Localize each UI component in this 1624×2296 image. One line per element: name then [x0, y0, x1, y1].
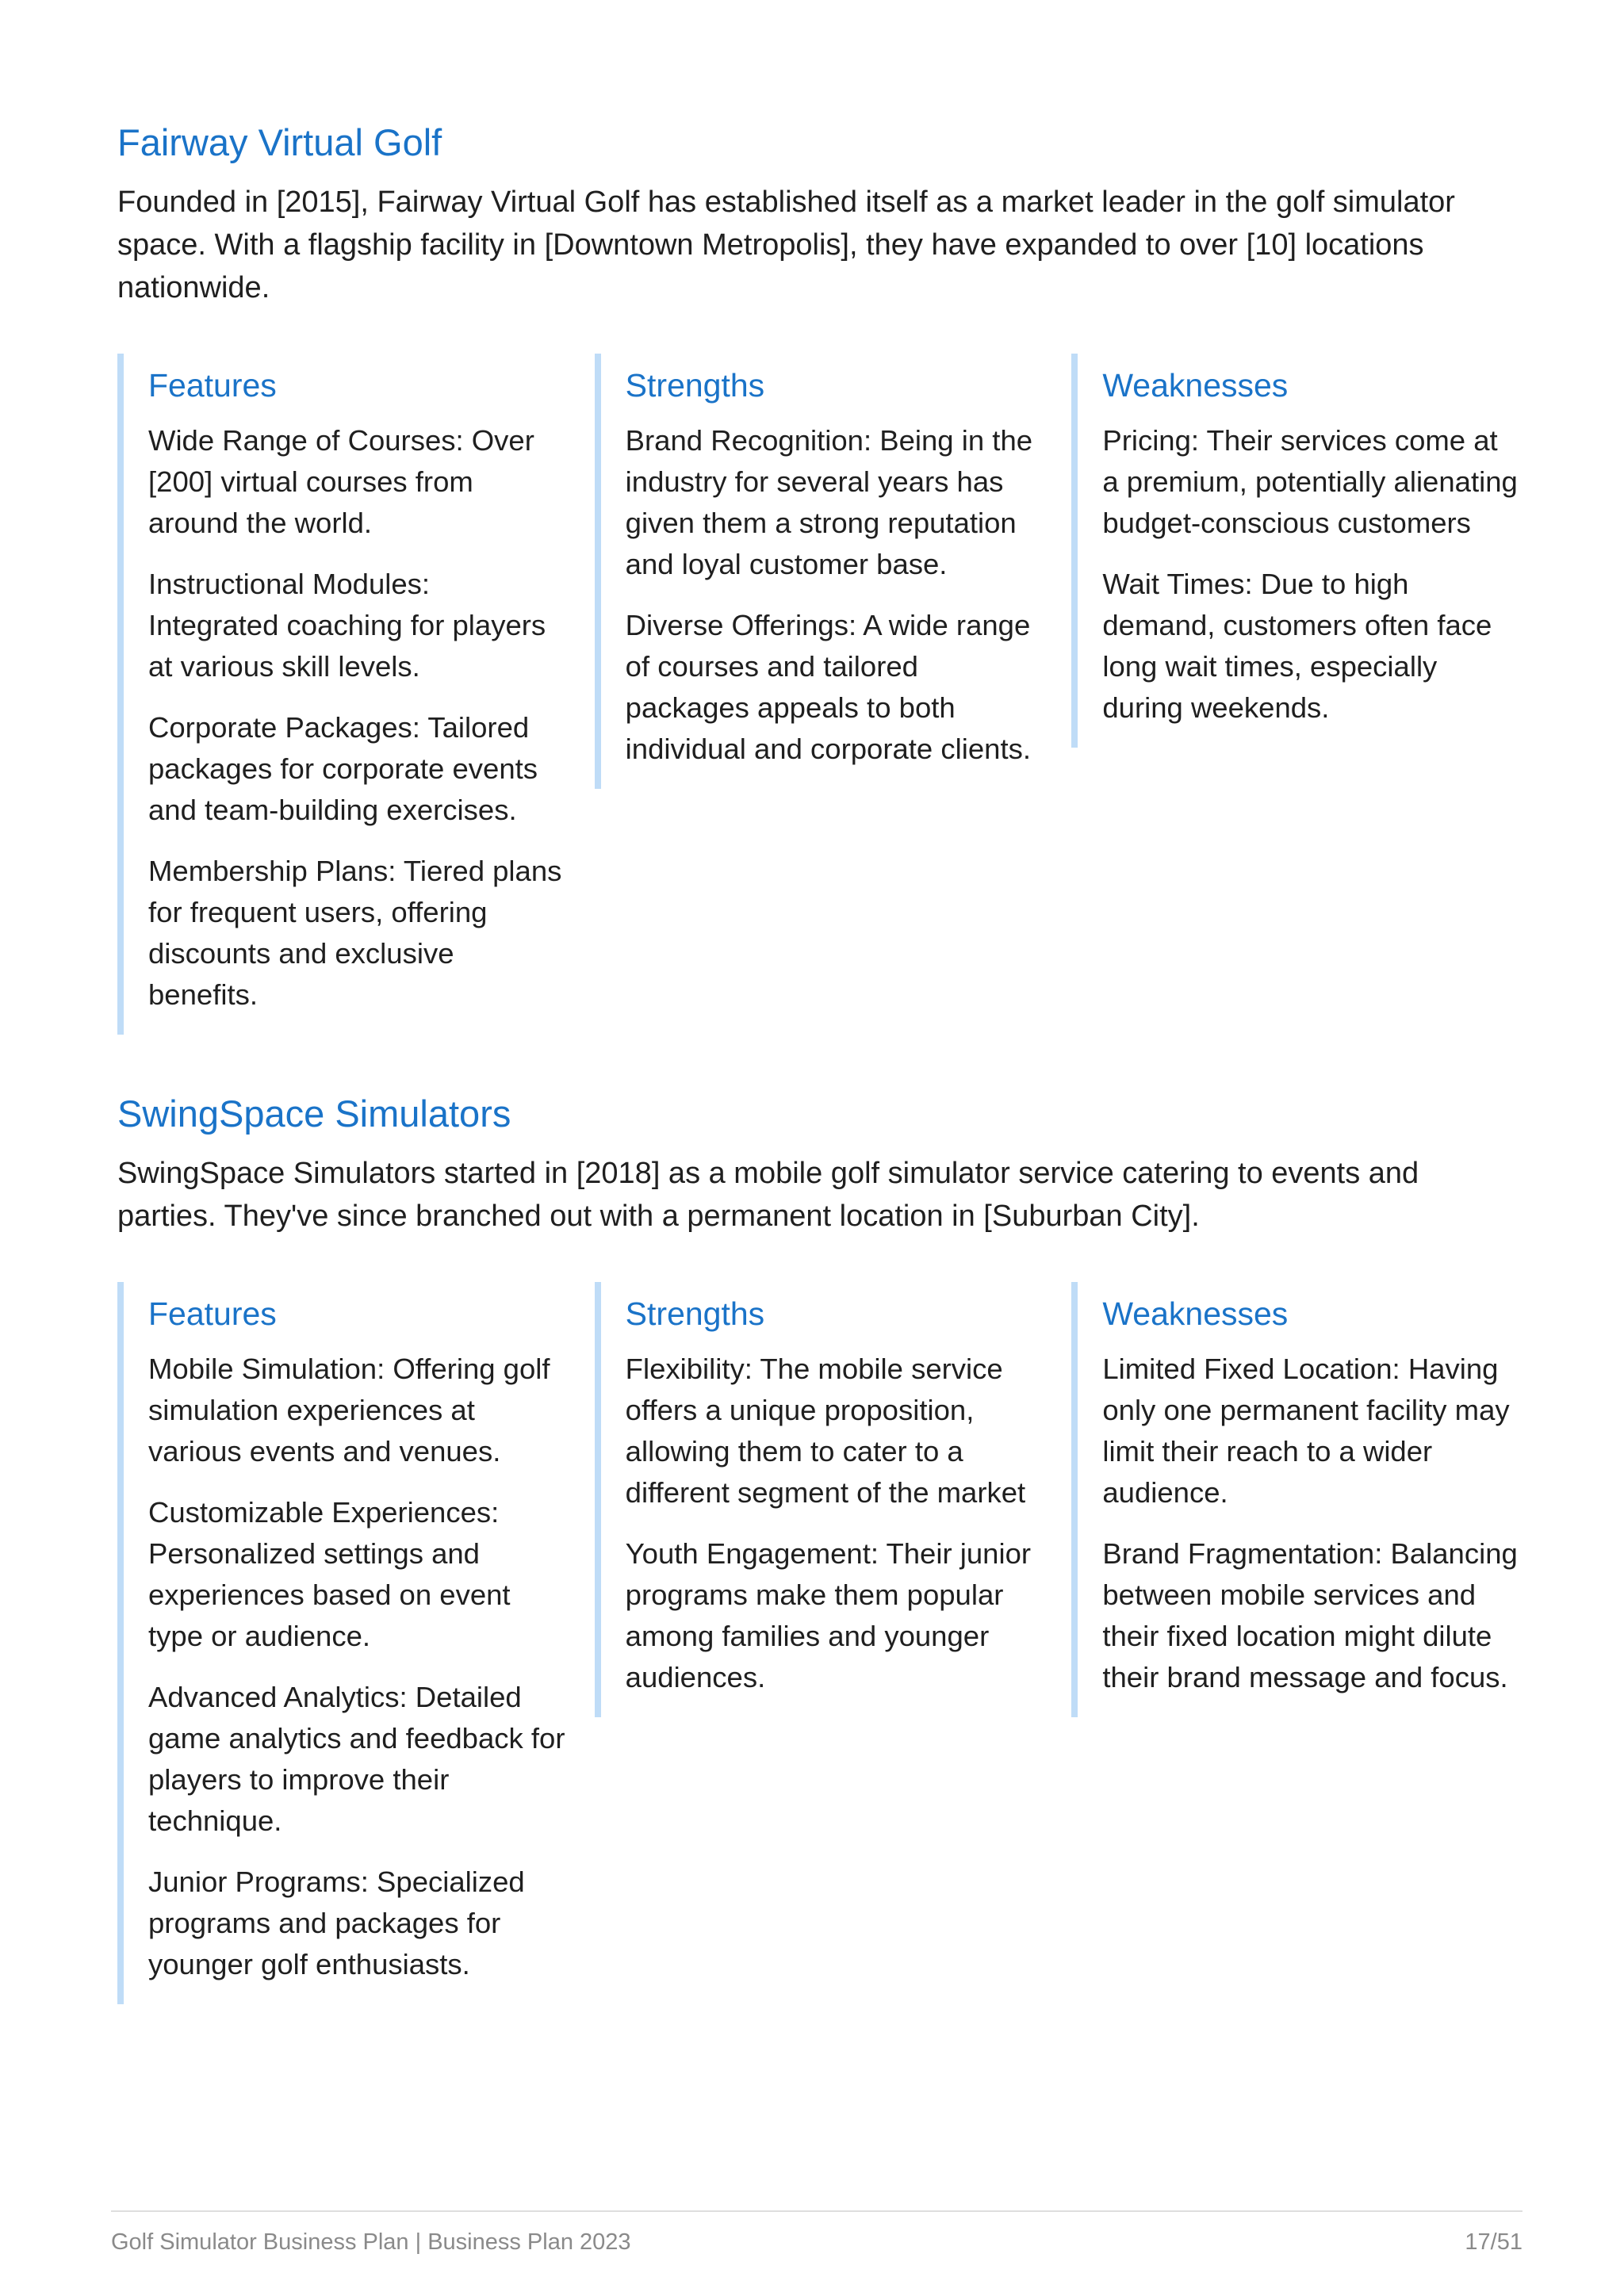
footer-divider	[111, 2210, 1522, 2212]
features-heading: Features	[148, 1295, 277, 1332]
feature-item: Advanced Analytics: Detailed game analytics and feedback for players to improve their technique.	[148, 1681, 565, 1837]
feature-item: Corporate Packages: Tailored packages for corporate events and team-building exercises.	[148, 711, 538, 826]
analysis-columns	[117, 1282, 1521, 2004]
feature-item: Mobile Simulation: Offering golf simulation experiences at various events and venues.	[148, 1353, 550, 1468]
strength-item: Youth Engagement: Their junior programs make them popular among families and younger audiences.	[625, 1537, 1032, 1693]
feature-item: Instructional Modules: Integrated coaching for players at various skill levels.	[148, 568, 546, 683]
weakness-item: Wait Times: Due to high demand, customers often face long wait times, especially during weekends.	[1102, 568, 1492, 724]
footer-page-number: 17/51	[1465, 2229, 1522, 2255]
strengths-column	[595, 1282, 1044, 1717]
weaknesses-heading: Weaknesses	[1102, 367, 1289, 404]
feature-item: Junior Programs: Specialized programs and packages for younger golf enthusiasts.	[148, 1866, 525, 1980]
weaknesses-column	[1071, 354, 1521, 748]
competitor-name: Fairway Virtual Golf	[117, 121, 442, 163]
features-column	[117, 354, 567, 1035]
features-heading: Features	[148, 367, 277, 404]
feature-item: Wide Range of Courses: Over [200] virtual courses from around the world.	[148, 424, 534, 539]
competitor-intro: SwingSpace Simulators started in [2018] as a mobile golf simulator service catering to events and parties. They've since branched out with a permanent location in [Suburban City].	[117, 1157, 1419, 1233]
feature-item: Customizable Experiences: Personalized settings and experiences based on event type or audience.	[148, 1496, 511, 1652]
competitor-name: SwingSpace Simulators	[117, 1093, 511, 1135]
competitor-section-swingspace	[117, 1090, 1521, 2004]
analysis-columns	[117, 354, 1521, 1035]
feature-item: Membership Plans: Tiered plans for frequent users, offering discounts and exclusive benefits.	[148, 855, 562, 1011]
features-column	[117, 1282, 567, 2004]
footer-document-title: Golf Simulator Business Plan | Business Plan 2023	[111, 2229, 631, 2255]
strength-item: Brand Recognition: Being in the industry for several years has given them a strong reputation and loyal customer base.	[625, 424, 1033, 580]
competitor-section-fairway	[117, 119, 1521, 1035]
competitor-intro: Founded in [2015], Fairway Virtual Golf has established itself as a market leader in the golf simulator space. With a flagship facility in [Downtown Metropolis], they have expanded to over [10] locations nationwide.	[117, 186, 1455, 304]
strength-item: Flexibility: The mobile service offers a unique proposition, allowing them to cater to a different segment of the market	[625, 1353, 1026, 1509]
weakness-item: Brand Fragmentation: Balancing between mobile services and their fixed location might dilute their brand message and focus.	[1102, 1537, 1518, 1693]
strengths-column	[595, 354, 1044, 789]
strengths-heading: Strengths	[625, 367, 765, 404]
strengths-heading: Strengths	[625, 1295, 765, 1332]
weakness-item: Pricing: Their services come at a premium, potentially alienating budget-conscious customers	[1102, 424, 1518, 539]
strength-item: Diverse Offerings: A wide range of courses and tailored packages appeals to both individual and corporate clients.	[625, 609, 1031, 765]
weakness-item: Limited Fixed Location: Having only one permanent facility may limit their reach to a wider audience.	[1102, 1353, 1510, 1509]
weaknesses-heading: Weaknesses	[1102, 1295, 1289, 1332]
weaknesses-column	[1071, 1282, 1521, 1717]
